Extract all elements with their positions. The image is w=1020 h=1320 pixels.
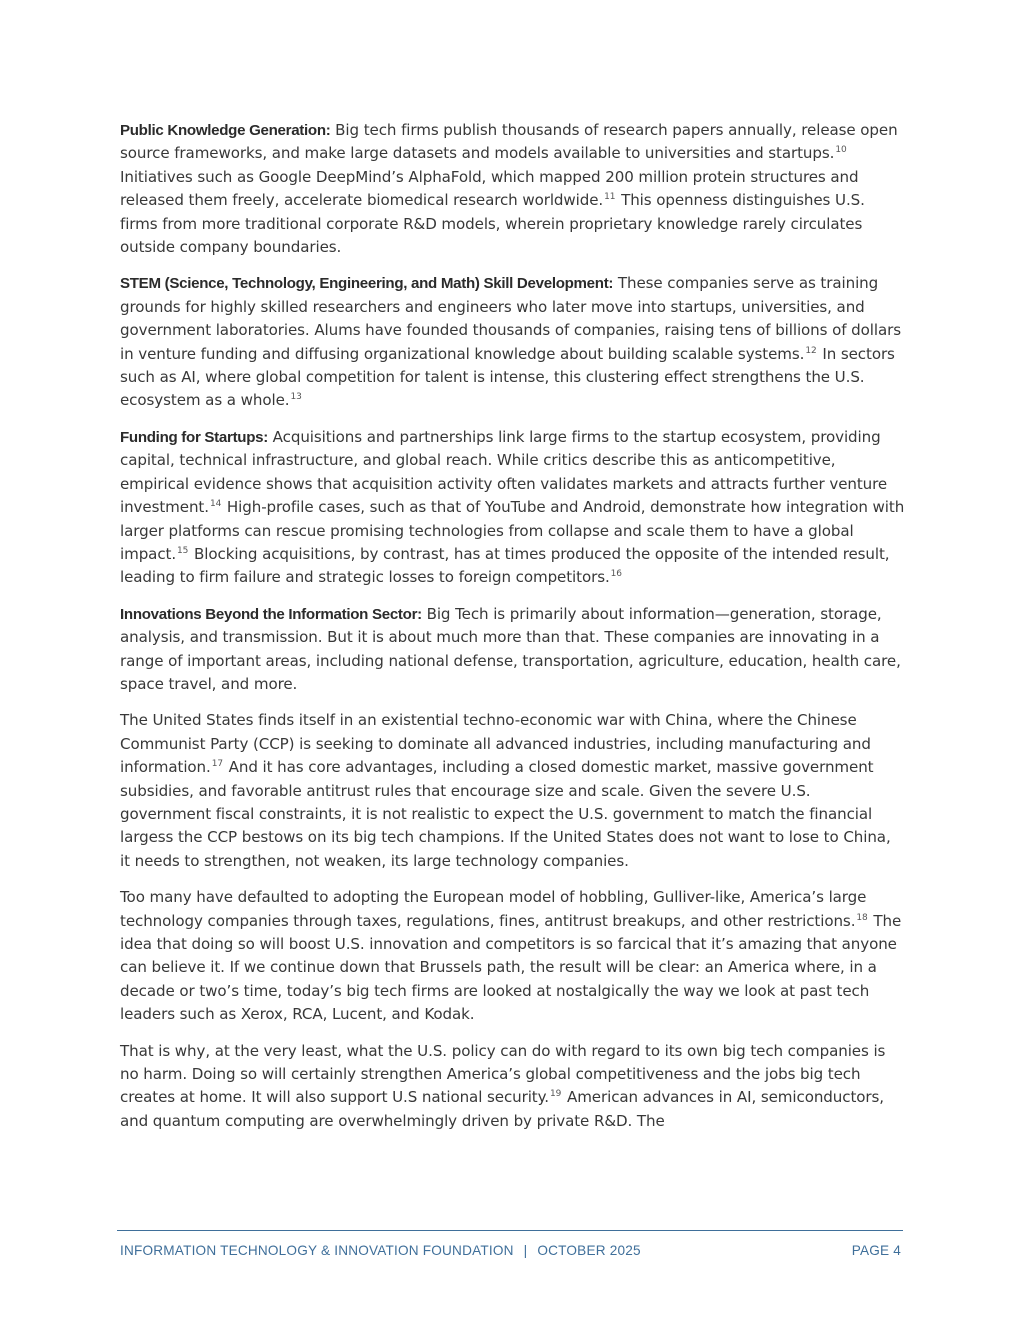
footnote-ref[interactable]: 14 — [209, 499, 222, 510]
footer-left — [120, 1243, 641, 1258]
page-footer — [120, 1243, 901, 1261]
footer-separator: | — [523, 1243, 528, 1258]
footnote-ref[interactable]: 19 — [550, 1089, 562, 1100]
paragraph — [120, 886, 905, 1026]
paragraph — [120, 709, 905, 873]
paragraph-text: The idea that doing so will boost U.S. innovation and competitors is so farcical that it’s amazing that anyone can believe it. If we continue down that Brussels path, the result will be clear: an America where, in a decade or two’s time, today’s big tech firms are looked at nostalgically the way we look at past tech leaders such as Xerox, RCA, Lucent, and Kodak. — [120, 911, 902, 1024]
footnote-ref[interactable]: 11 — [604, 192, 616, 203]
paragraph-text: These companies serve as training grounds for highly skilled researchers and engineers who later move into startups, universities, and government laboratories. Alums have founded thousands of companies, raising tens of billions of dollars in venture funding and diffusing organizational knowledge about building scalable systems. — [120, 274, 901, 363]
paragraph-text: Too many have defaulted to adopting the European model of hobbling, Gulliver-like, America’s large technology companies through taxes, regulations, fines, antitrust breakups, and other restrictions. — [120, 888, 867, 930]
footnote-ref[interactable]: 18 — [856, 912, 868, 923]
paragraph — [120, 119, 905, 259]
paragraph — [120, 426, 905, 590]
footnote-ref[interactable]: 12 — [805, 345, 817, 356]
footer-org: INFORMATION TECHNOLOGY & INNOVATION FOUNDATION — [120, 1243, 514, 1258]
paragraph-text: Big tech firms publish thousands of research papers annually, release open source frameworks, and make large datasets and models available to universities and startups. — [120, 121, 898, 163]
footnote-ref[interactable]: 10 — [835, 145, 847, 156]
page-number: PAGE 4 — [851, 1243, 901, 1258]
paragraph-text: That is why, at the very least, what the U.S. policy can do with regard to its own big tech companies is no harm. Doing so will certainly strengthen America’s global competitiveness and the jobs big tech creates at home. It will also support U.S national security. — [120, 1041, 886, 1107]
paragraph-lead: Innovations Beyond the Information Sector: — [120, 605, 422, 623]
paragraph-text: American advances in AI, semiconductors, and quantum computing are overwhelmingly driven by private R&D. The — [120, 1088, 884, 1130]
paragraph-text: The United States finds itself in an existential techno-economic war with China, where the Chinese Communist Party (CCP) is seeking to dominate all advanced industries, including manufacturing and information. — [120, 711, 871, 777]
paragraph-lead: Funding for Startups: — [120, 428, 268, 446]
paragraph-text: Blocking acquisitions, by contrast, has at times produced the opposite of the intended result, leading to firm failure and strategic losses to foreign competitors. — [120, 544, 890, 587]
paragraph — [120, 272, 905, 412]
paragraph-text: Initiatives such as Google DeepMind’s AlphaFold, which mapped 200 million protein structures and released them freely, accelerate biomedical research worldwide. — [120, 167, 859, 210]
footnote-ref[interactable]: 16 — [610, 569, 622, 580]
paragraph-lead: STEM (Science, Technology, Engineering, and Math) Skill Development: — [120, 275, 614, 293]
paragraph — [120, 1040, 905, 1134]
paragraph-text: In sectors such as AI, where global competition for talent is intense, this clustering effect strengthens the U.S. ecosystem as a whole. — [120, 344, 895, 410]
footnote-ref[interactable]: 13 — [290, 392, 302, 403]
paragraph — [120, 603, 905, 697]
footer-date: OCTOBER 2025 — [537, 1243, 641, 1258]
paragraph-text: Acquisitions and partnerships link large firms to the startup ecosystem, providing capital, technical infrastructure, and global reach. While critics describe this as anticompetitive, empirical evidence shows that acquisition activity often validates markets and attracts further venture investment. — [120, 427, 888, 517]
paragraph-text: And it has core advantages, including a closed domestic market, massive government subsidies, and favorable antitrust rules that encourage size and scale. Given the severe U.S. government fiscal constraints, it is not realistic to expect the U.S. government to match the financial largess the CCP bestows on its big tech champions. If the United States does not want to lose to China, it needs to strengthen, not weaken, its large technology companies. — [120, 758, 891, 870]
footer-rule — [117, 1230, 903, 1231]
paragraph-text: This openness distinguishes U.S. firms from more traditional corporate R&D models, wherein proprietary knowledge rarely circulates outside company boundaries. — [120, 191, 865, 257]
footnote-ref[interactable]: 15 — [177, 545, 189, 556]
footnote-ref[interactable]: 17 — [211, 759, 223, 770]
paragraph-text: Big Tech is primarily about information—generation, storage, analysis, and transmission. But it is about much more than that. These companies are innovating in a range of important areas, including national defense, transportation, agriculture, education, health care, space travel, and more. — [120, 604, 901, 693]
paragraph-text: High-profile cases, such as that of YouTube and Android, demonstrate how integration with larger platforms can rescue promising technologies from collapse and scale them to have a global impact. — [120, 498, 905, 563]
body-text — [120, 119, 905, 1146]
paragraph-lead: Public Knowledge Generation: — [120, 122, 331, 139]
